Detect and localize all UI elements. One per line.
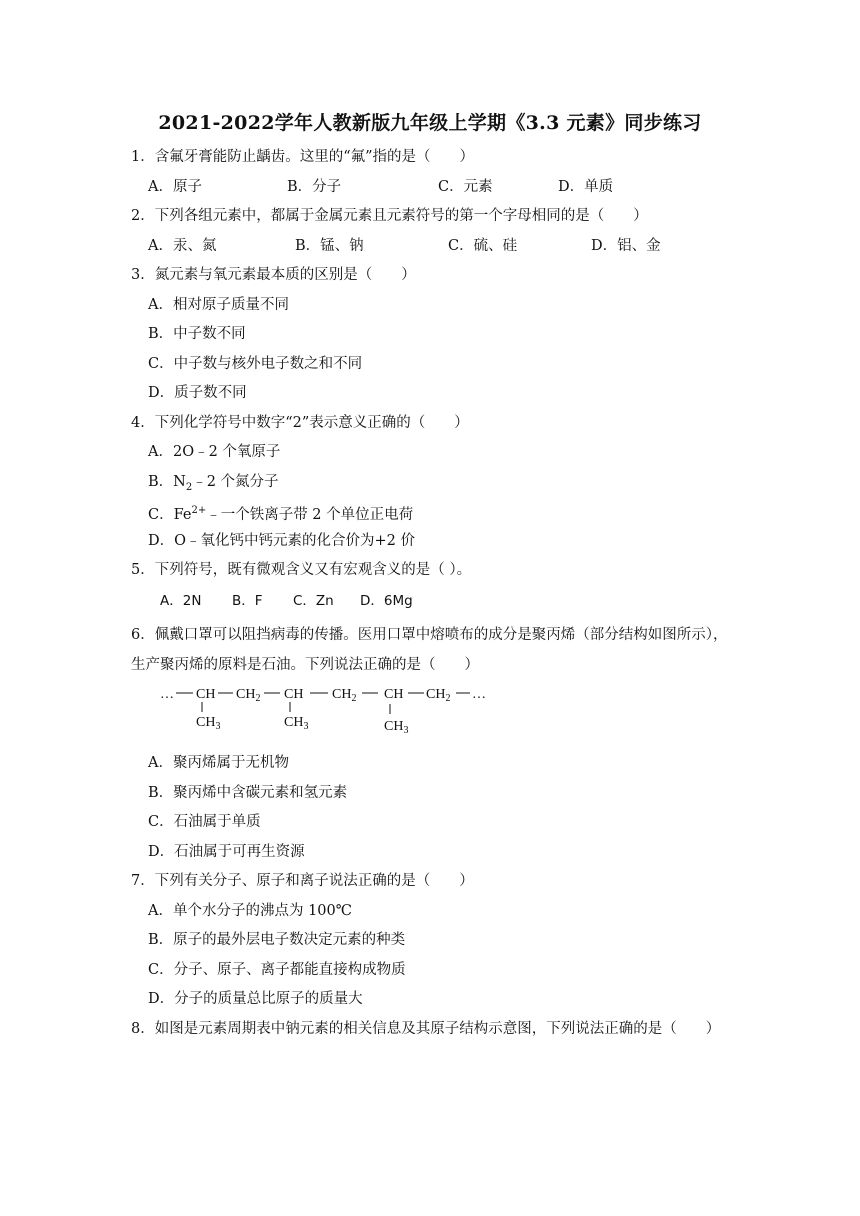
question-7-option-c: C．分子、原子、离子都能直接构成物质 bbox=[148, 962, 406, 978]
question-3-option-a: A．相对原子质量不同 bbox=[148, 297, 289, 313]
question-4-option-a: A．2O﹣2 个氧原子 bbox=[148, 444, 281, 460]
question-6-option-d: D．石油属于可再生资源 bbox=[148, 844, 305, 860]
polypropylene-structure bbox=[160, 680, 500, 740]
question-5-option-a: A．2N bbox=[160, 593, 202, 609]
question-1-stem: 1．含氟牙膏能防止龋齿。这里的“氟”指的是（ ） bbox=[131, 149, 475, 165]
question-4-stem: 4．下列化学符号中数字“2”表示意义正确的（ ） bbox=[131, 415, 469, 431]
structure-ch-1: CH bbox=[196, 687, 216, 702]
question-2-option-a: A．汞、氮 bbox=[148, 238, 217, 254]
question-4-option-d: D．O﹣氧化钙中钙元素的化合价为+2 价 bbox=[148, 533, 415, 549]
question-3-option-d: D．质子数不同 bbox=[148, 385, 247, 401]
question-5-option-d: D．6Mg bbox=[360, 593, 413, 609]
question-6-option-b: B．聚丙烯中含碳元素和氢元素 bbox=[148, 785, 348, 801]
question-4-option-b: B．$N_2﹣2$ 个氮分子 bbox=[148, 474, 279, 493]
page-title: 2021-2022学年人教新版九年级上学期《3.3 元素》同步练习 bbox=[158, 112, 702, 134]
question-1-option-b: B．分子 bbox=[287, 179, 342, 195]
structure-ch2-3: $CH_2$ bbox=[426, 687, 451, 704]
question-6-option-a: A．聚丙烯属于无机物 bbox=[148, 755, 289, 771]
question-7-option-a: A．单个水分子的沸点为 100℃ bbox=[148, 903, 352, 919]
question-3-option-c: C．中子数与核外电子数之和不同 bbox=[148, 356, 363, 372]
structure-ch3-2: $CH_3$ bbox=[284, 715, 309, 732]
structure-ch-2: CH bbox=[284, 687, 304, 702]
structure-ch-3: CH bbox=[384, 687, 404, 702]
question-6-stem: 6．佩戴口罩可以阻挡病毒的传播。医用口罩中熔喷布的成分是聚丙烯（部分结构如图所示），生产聚丙烯的原料是石油。下列说法正确的是（ ） bbox=[131, 627, 728, 673]
structure-ellipsis-right: … bbox=[472, 687, 486, 702]
question-7-stem: 7．下列有关分子、原子和离子说法正确的是（ ） bbox=[131, 873, 474, 889]
structure-ch2-2: $CH_2$ bbox=[332, 687, 357, 704]
question-2-option-b: B．锰、钠 bbox=[295, 238, 364, 254]
question-5-option-c: C．Zn bbox=[293, 593, 334, 609]
question-7-option-b: B．原子的最外层电子数决定元素的种类 bbox=[148, 932, 406, 948]
structure-ch3-1: $CH_3$ bbox=[196, 715, 221, 732]
question-5-option-b: B．F bbox=[232, 593, 263, 609]
structure-ellipsis-left: … bbox=[160, 687, 174, 702]
question-8-stem: 8．如图是元素周期表中钠元素的相关信息及其原子结构示意图，下列说法正确的是（ ） bbox=[131, 1021, 721, 1037]
structure-ch3-3: $CH_3$ bbox=[384, 719, 409, 736]
question-2-option-c: C．硫、硅 bbox=[448, 238, 518, 254]
question-1-option-a: A．原子 bbox=[148, 179, 202, 195]
question-7-option-d: D．分子的质量总比原子的质量大 bbox=[148, 991, 363, 1007]
question-3-stem: 3．氮元素与氧元素最本质的区别是（ ） bbox=[131, 267, 416, 283]
question-2-option-d: D．铝、金 bbox=[591, 238, 661, 254]
question-2-stem: 2．下列各组元素中，都属于金属元素且元素符号的第一个字母相同的是（ ） bbox=[131, 208, 648, 224]
question-3-option-b: B．中子数不同 bbox=[148, 326, 246, 342]
question-5-stem: 5．下列符号，既有微观含义又有宏观含义的是（ ）。 bbox=[131, 562, 472, 578]
question-1-option-d: D．单质 bbox=[558, 179, 614, 195]
structure-ch2-1: $CH_2$ bbox=[236, 687, 261, 704]
question-4-option-c: C．$Fe^{2+}﹣$一个铁离子带 2 个单位正电荷 bbox=[148, 505, 414, 523]
question-6-option-c: C．石油属于单质 bbox=[148, 814, 261, 830]
question-1-option-c: C．元素 bbox=[438, 179, 493, 195]
